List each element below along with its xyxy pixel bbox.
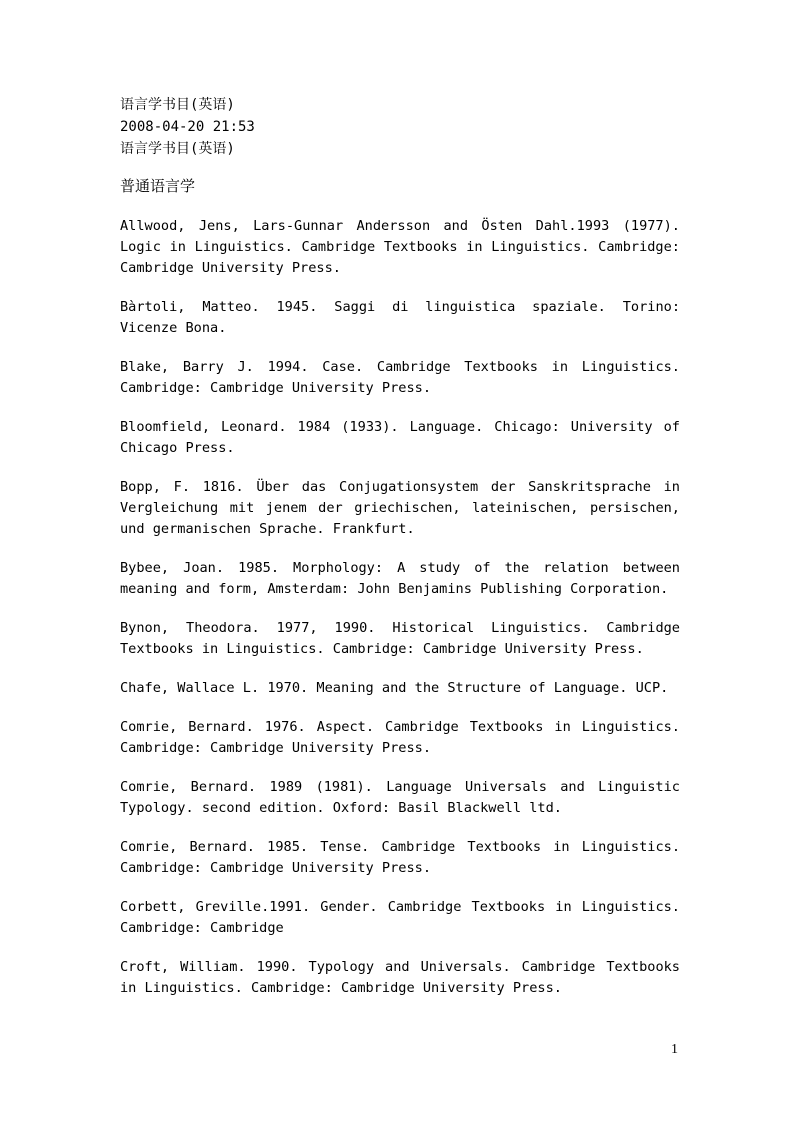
reference-list [120, 216, 680, 999]
reference-entry: Comrie, Bernard. 1976. Aspect. Cambridge Textbooks in Linguistics. Cambridge: Cambridge University Press. [120, 719, 680, 756]
reference-entry: Blake, Barry J. 1994. Case. Cambridge Textbooks in Linguistics. Cambridge: Cambridge University Press. [120, 359, 680, 396]
page-number: 1 [671, 1042, 678, 1057]
reference-entry: Bàrtoli, Matteo. 1945. Saggi di linguistica spaziale. Torino: Vicenze Bona. [120, 299, 680, 336]
reference-entry: Bybee, Joan. 1985. Morphology: A study of the relation between meaning and form, Amsterdam: John Benjamins Publishing Corporation. [120, 560, 680, 597]
section-heading: 普通语言学 [120, 177, 196, 195]
document-content [120, 94, 680, 1017]
reference-entry: Bloomfield, Leonard. 1984 (1933). Language. Chicago: University of Chicago Press. [120, 419, 680, 456]
reference-entry: Allwood, Jens, Lars-Gunnar Andersson and Östen Dahl.1993 (1977). Logic in Linguistics. Cambridge Textbooks in Linguistics. Cambridge: Cambridge University Press. [120, 218, 680, 276]
header-title: 语言学书目(英语) [120, 97, 235, 113]
reference-entry: Croft, William. 1990. Typology and Universals. Cambridge Textbooks in Linguistics. Cambridge: Cambridge University Press. [120, 959, 680, 996]
reference-entry: Bopp, F. 1816. Über das Conjugationsystem der Sanskritsprache in Vergleichung mit jenem der griechischen, lateinischen, persischen, und germanischen Sprache. Frankfurt. [120, 479, 680, 537]
reference-entry: Comrie, Bernard. 1985. Tense. Cambridge Textbooks in Linguistics. Cambridge: Cambridge University Press. [120, 839, 680, 876]
reference-entry: Comrie, Bernard. 1989 (1981). Language Universals and Linguistic Typology. second edition. Oxford: Basil Blackwell ltd. [120, 779, 680, 816]
reference-entry: Bynon, Theodora. 1977, 1990. Historical Linguistics. Cambridge Textbooks in Linguistics. Cambridge: Cambridge University Press. [120, 620, 680, 657]
reference-entry: Chafe, Wallace L. 1970. Meaning and the Structure of Language. UCP. [120, 680, 669, 696]
reference-entry: Corbett, Greville.1991. Gender. Cambridge Textbooks in Linguistics. Cambridge: Cambridge [120, 899, 680, 936]
subtitle: 语言学书目(英语) [120, 141, 235, 157]
timestamp: 2008-04-20 21:53 [120, 119, 255, 135]
